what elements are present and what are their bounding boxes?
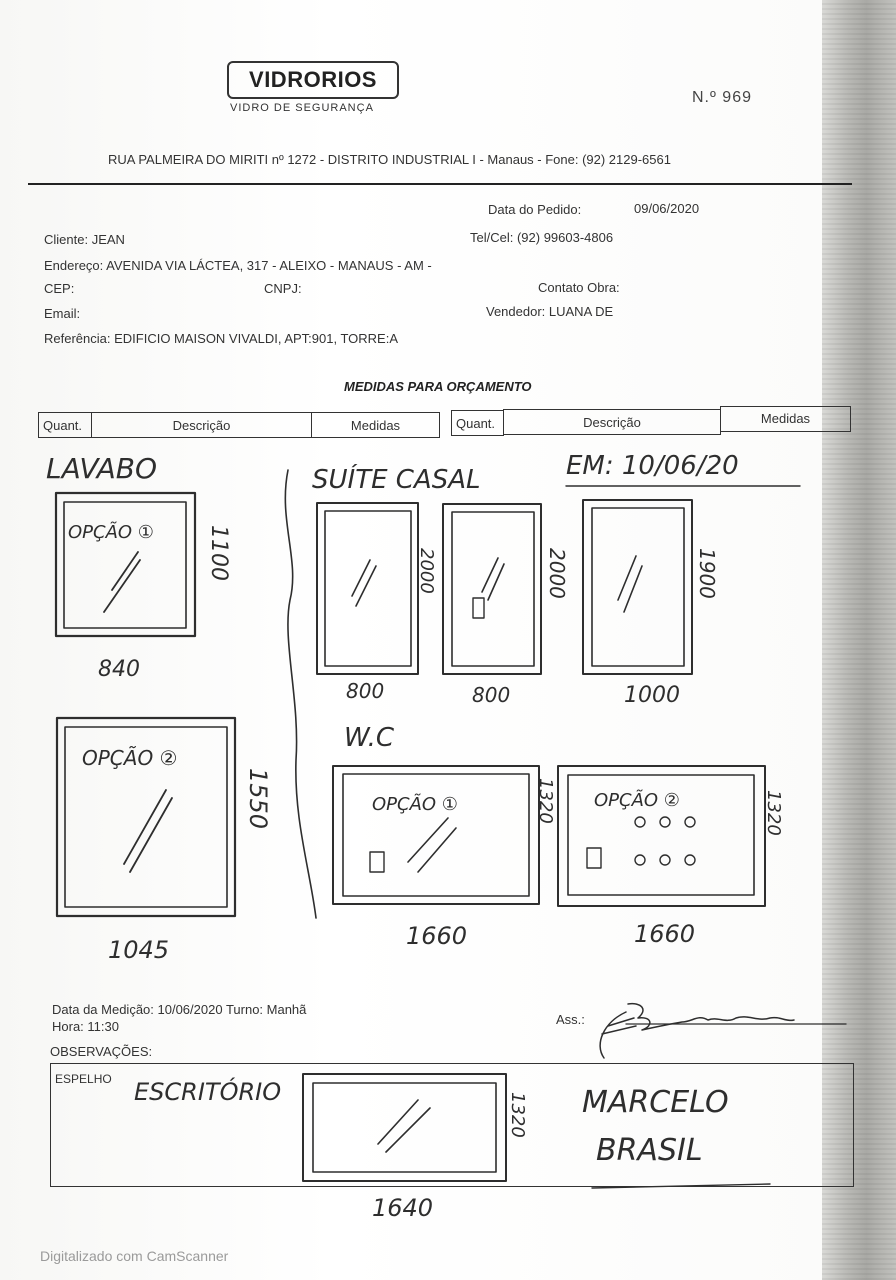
label-brasil: BRASIL — [596, 1133, 703, 1168]
dim-1900: 1900 — [695, 548, 719, 599]
label-escritorio: ESCRITÓRIO — [134, 1078, 282, 1106]
measurement-date-turno: Data da Medição: 10/06/2020 Turno: Manhã — [52, 1002, 307, 1017]
scanner-watermark: Digitalizado com CamScanner — [40, 1248, 229, 1264]
client-name: Cliente: JEAN — [44, 232, 125, 247]
client-phone: Tel/Cel: (92) 99603-4806 — [470, 230, 614, 245]
referencia-field: Referência: EDIFICIO MAISON VIVALDI, APT:901, TORRE:A — [44, 331, 399, 346]
section-title: MEDIDAS PARA ORÇAMENTO — [344, 379, 532, 394]
label-lavabo: LAVABO — [46, 452, 158, 485]
name-underline — [592, 1184, 770, 1188]
col-medidas-left: Medidas — [311, 412, 440, 438]
dim-2000-b: 2000 — [545, 548, 569, 599]
observacoes-label: OBSERVAÇÕES: — [50, 1044, 153, 1059]
label-opcao1-wc: OPÇÃO ① — [372, 794, 458, 815]
dim-840: 840 — [98, 657, 140, 682]
measurement-hora: Hora: 11:30 — [52, 1019, 119, 1034]
dim-1550: 1550 — [244, 768, 272, 830]
dim-1640: 1640 — [372, 1194, 434, 1222]
dim-800-a: 800 — [346, 679, 385, 703]
label-opcao1-lavabo: OPÇÃO ① — [68, 522, 154, 543]
dim-1320-c: 1320 — [507, 1092, 528, 1138]
order-date-label: Data do Pedido: — [488, 202, 582, 217]
dim-1000: 1000 — [624, 683, 680, 708]
col-quant-left: Quant. — [38, 412, 92, 438]
dim-2000-a: 2000 — [416, 548, 437, 594]
col-medidas-right: Medidas — [720, 406, 851, 432]
col-quant-right: Quant. — [451, 410, 504, 436]
dim-800-b: 800 — [472, 683, 511, 707]
vendedor-field: Vendedor: LUANA DE — [486, 304, 614, 319]
cnpj-field: CNPJ: — [264, 281, 302, 296]
signature-label: Ass.: — [556, 1012, 585, 1027]
col-descricao-right: Descrição — [503, 409, 721, 435]
dim-1045: 1045 — [108, 936, 170, 964]
espelho-label: ESPELHO — [55, 1072, 112, 1086]
label-suite-casal: SUÍTE CASAL — [312, 465, 481, 495]
order-date-value: 09/06/2020 — [634, 201, 700, 216]
dim-1320-b: 1320 — [763, 790, 784, 836]
dim-1660-a: 1660 — [406, 922, 468, 950]
client-address: Endereço: AVENIDA VIA LÁCTEA, 317 - ALEIXO - MANAUS - AM - — [44, 258, 432, 273]
dim-1320-a: 1320 — [535, 778, 556, 824]
label-em-date: EM: 10/06/20 — [566, 451, 739, 481]
company-address: RUA PALMEIRA DO MIRITI nº 1272 - DISTRITO INDUSTRIAL I - Manaus - Fone: (92) 2129-6561 — [108, 152, 671, 167]
cep-field: CEP: — [44, 281, 75, 296]
label-marcelo: MARCELO — [582, 1085, 729, 1120]
email-field: Email: — [44, 306, 81, 321]
col-descricao-left: Descrição — [91, 412, 312, 438]
dim-1660-b: 1660 — [634, 920, 696, 948]
brand-tagline: VIDRO DE SEGURANÇA — [230, 102, 374, 114]
contato-field: Contato Obra: — [538, 280, 620, 295]
label-opcao2-lavabo: OPÇÃO ② — [82, 746, 178, 770]
document-number: N.º 969 — [692, 89, 752, 106]
brand-logo: VIDRORIOS — [227, 61, 399, 99]
dim-1100: 1100 — [206, 525, 231, 581]
label-opcao2-wc: OPÇÃO ② — [594, 790, 680, 811]
espelho-mirror-sketch — [303, 1074, 506, 1181]
label-wc: W.C — [344, 723, 395, 753]
